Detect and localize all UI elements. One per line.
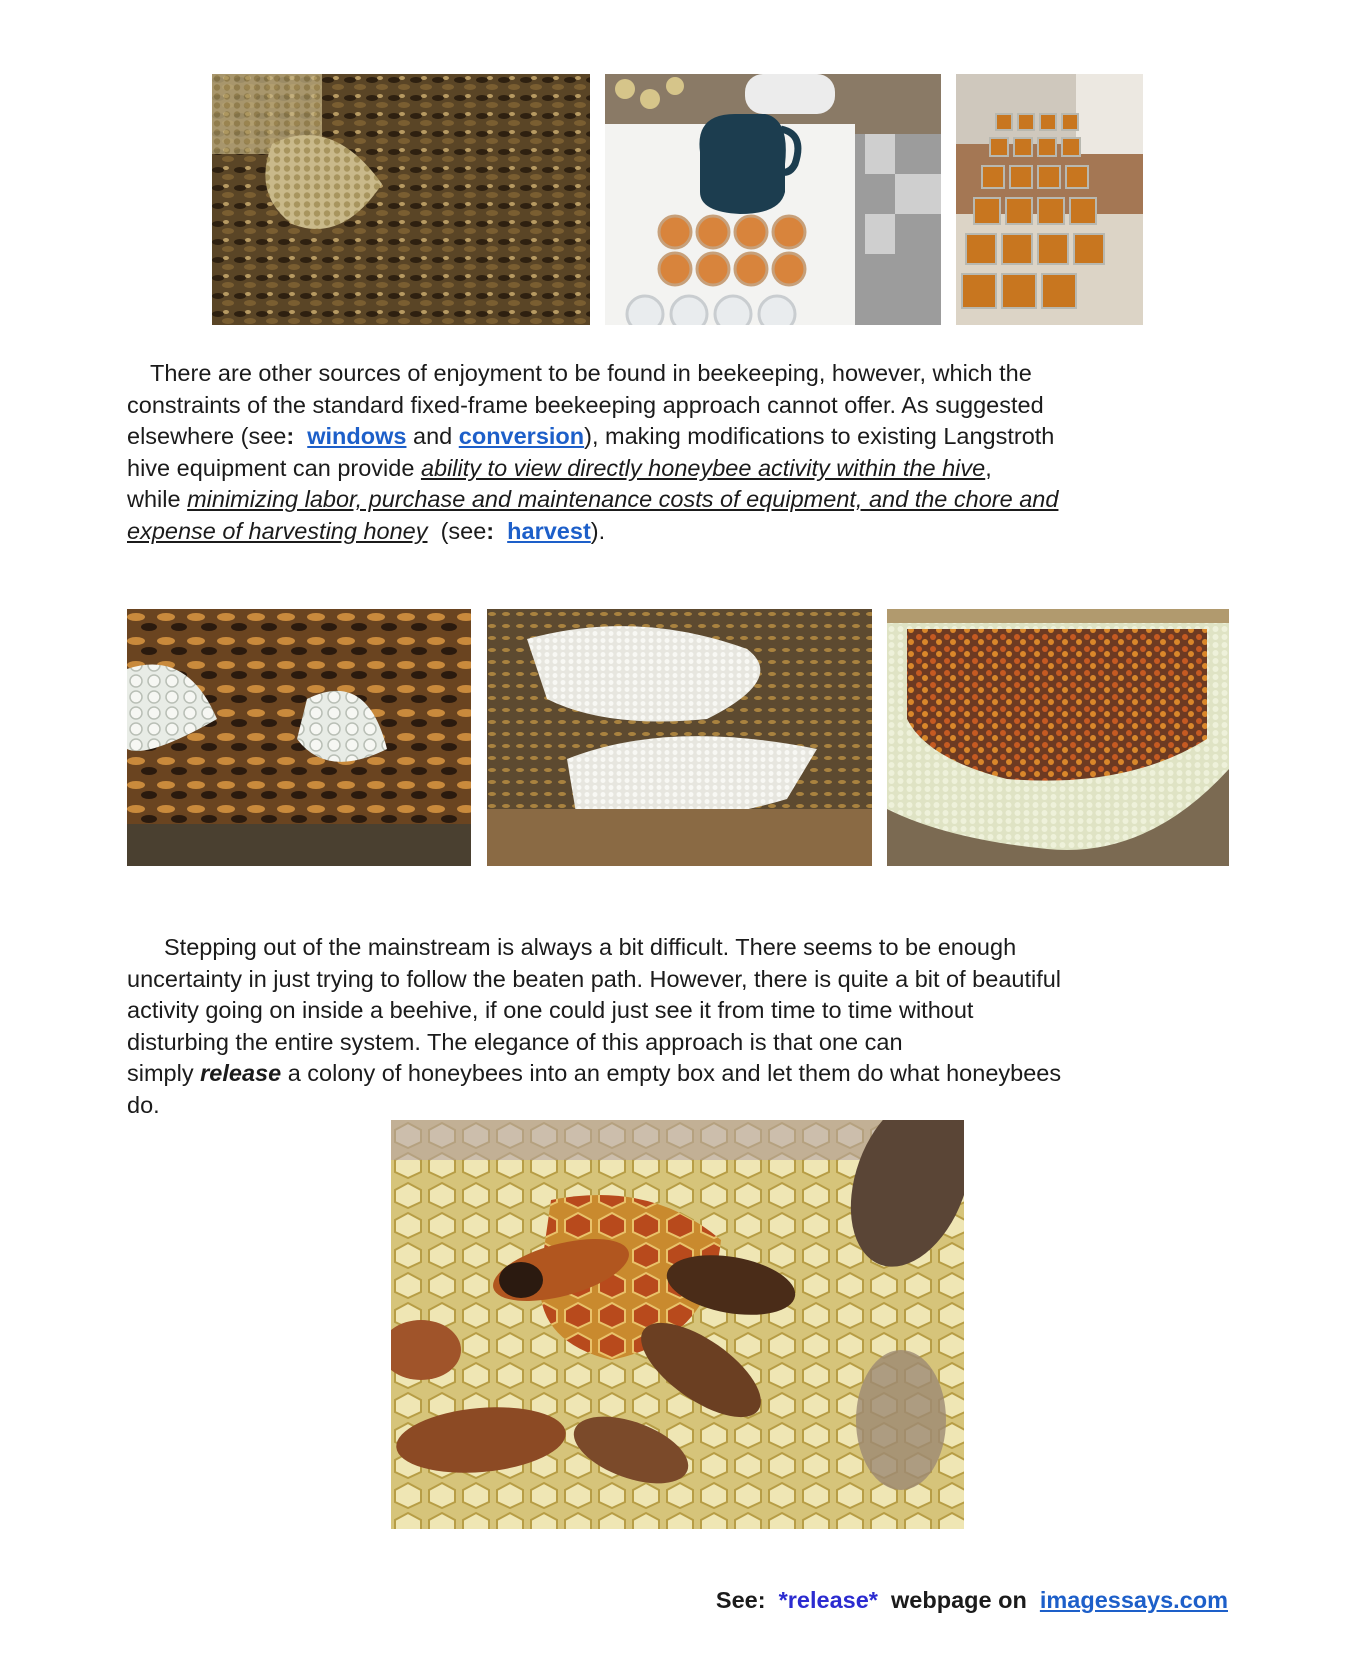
bees-on-white-comb-photo — [487, 609, 872, 866]
paragraph-line — [127, 516, 1058, 548]
paragraph-line: do. — [127, 1091, 160, 1118]
text-span: (see — [440, 517, 487, 544]
colon: : — [486, 517, 495, 544]
paragraph-line — [127, 453, 1058, 485]
text-span: and — [413, 423, 453, 449]
paragraph-line: activity going on inside a beehive, if one could just see it from time to time without — [127, 997, 974, 1023]
footer-webpage-on: webpage on — [891, 1587, 1027, 1613]
text-span: simply — [127, 1060, 194, 1086]
release-emphasis: release — [200, 1060, 282, 1086]
text-span: while — [127, 486, 181, 512]
paragraph-line: disturbing the entire system. The elegance of this approach is that one can — [127, 1028, 903, 1055]
text-span: ). — [590, 517, 606, 544]
text-span: a colony of honeybees into an empty box and let them do what honeybees — [287, 1060, 1062, 1086]
honey-pitcher-jars-photo — [605, 74, 941, 325]
paragraph-enjoyment — [127, 358, 1058, 547]
underlined-phrase: ability to view directly honeybee activity within the hive — [420, 454, 986, 481]
paragraph-line — [127, 1058, 1061, 1090]
paragraph-mainstream — [127, 932, 1061, 1121]
conversion-link[interactable]: conversion — [458, 423, 585, 449]
paragraph-line: uncertainty in just trying to follow the beaten path. However, there is quite a bit of beautiful — [127, 965, 1062, 992]
bees-close-comb-photo — [127, 609, 471, 866]
underlined-phrase: expense of harvesting honey — [127, 517, 428, 544]
imagessays-link[interactable]: imagessays.com — [1039, 1587, 1228, 1613]
paragraph-line: constraints of the standard fixed-frame beekeeping approach cannot offer. As suggested — [127, 391, 1044, 418]
windows-link[interactable]: windows — [307, 423, 407, 449]
bees-pollen-comb-photo — [887, 609, 1229, 866]
release-webpage-link[interactable]: *release* — [778, 1587, 878, 1613]
text-span: hive equipment can provide — [127, 454, 415, 481]
honey-jar-rows-photo — [956, 74, 1143, 325]
text-span: ), making modifications to existing Langstroth — [584, 423, 1055, 449]
harvest-link[interactable]: harvest — [507, 517, 591, 544]
text-span: , — [985, 454, 992, 481]
colon: : — [286, 423, 295, 449]
paragraph-line: Stepping out of the mainstream is always a bit difficult. There seems to be enough — [164, 934, 1017, 960]
paragraph-line: There are other sources of enjoyment to be found in beekeeping, however, which the — [150, 360, 1032, 386]
bees-closeup-photo — [391, 1120, 964, 1529]
footer-reference — [716, 1587, 1228, 1614]
paragraph-line — [127, 421, 1058, 453]
bees-on-comb-photo — [212, 74, 590, 325]
underlined-phrase: minimizing labor, purchase and maintenance costs of equipment, and the chore and — [187, 486, 1059, 512]
footer-see: See: — [715, 1587, 766, 1613]
text-span: elsewhere (see — [127, 423, 287, 449]
paragraph-line — [127, 484, 1058, 516]
